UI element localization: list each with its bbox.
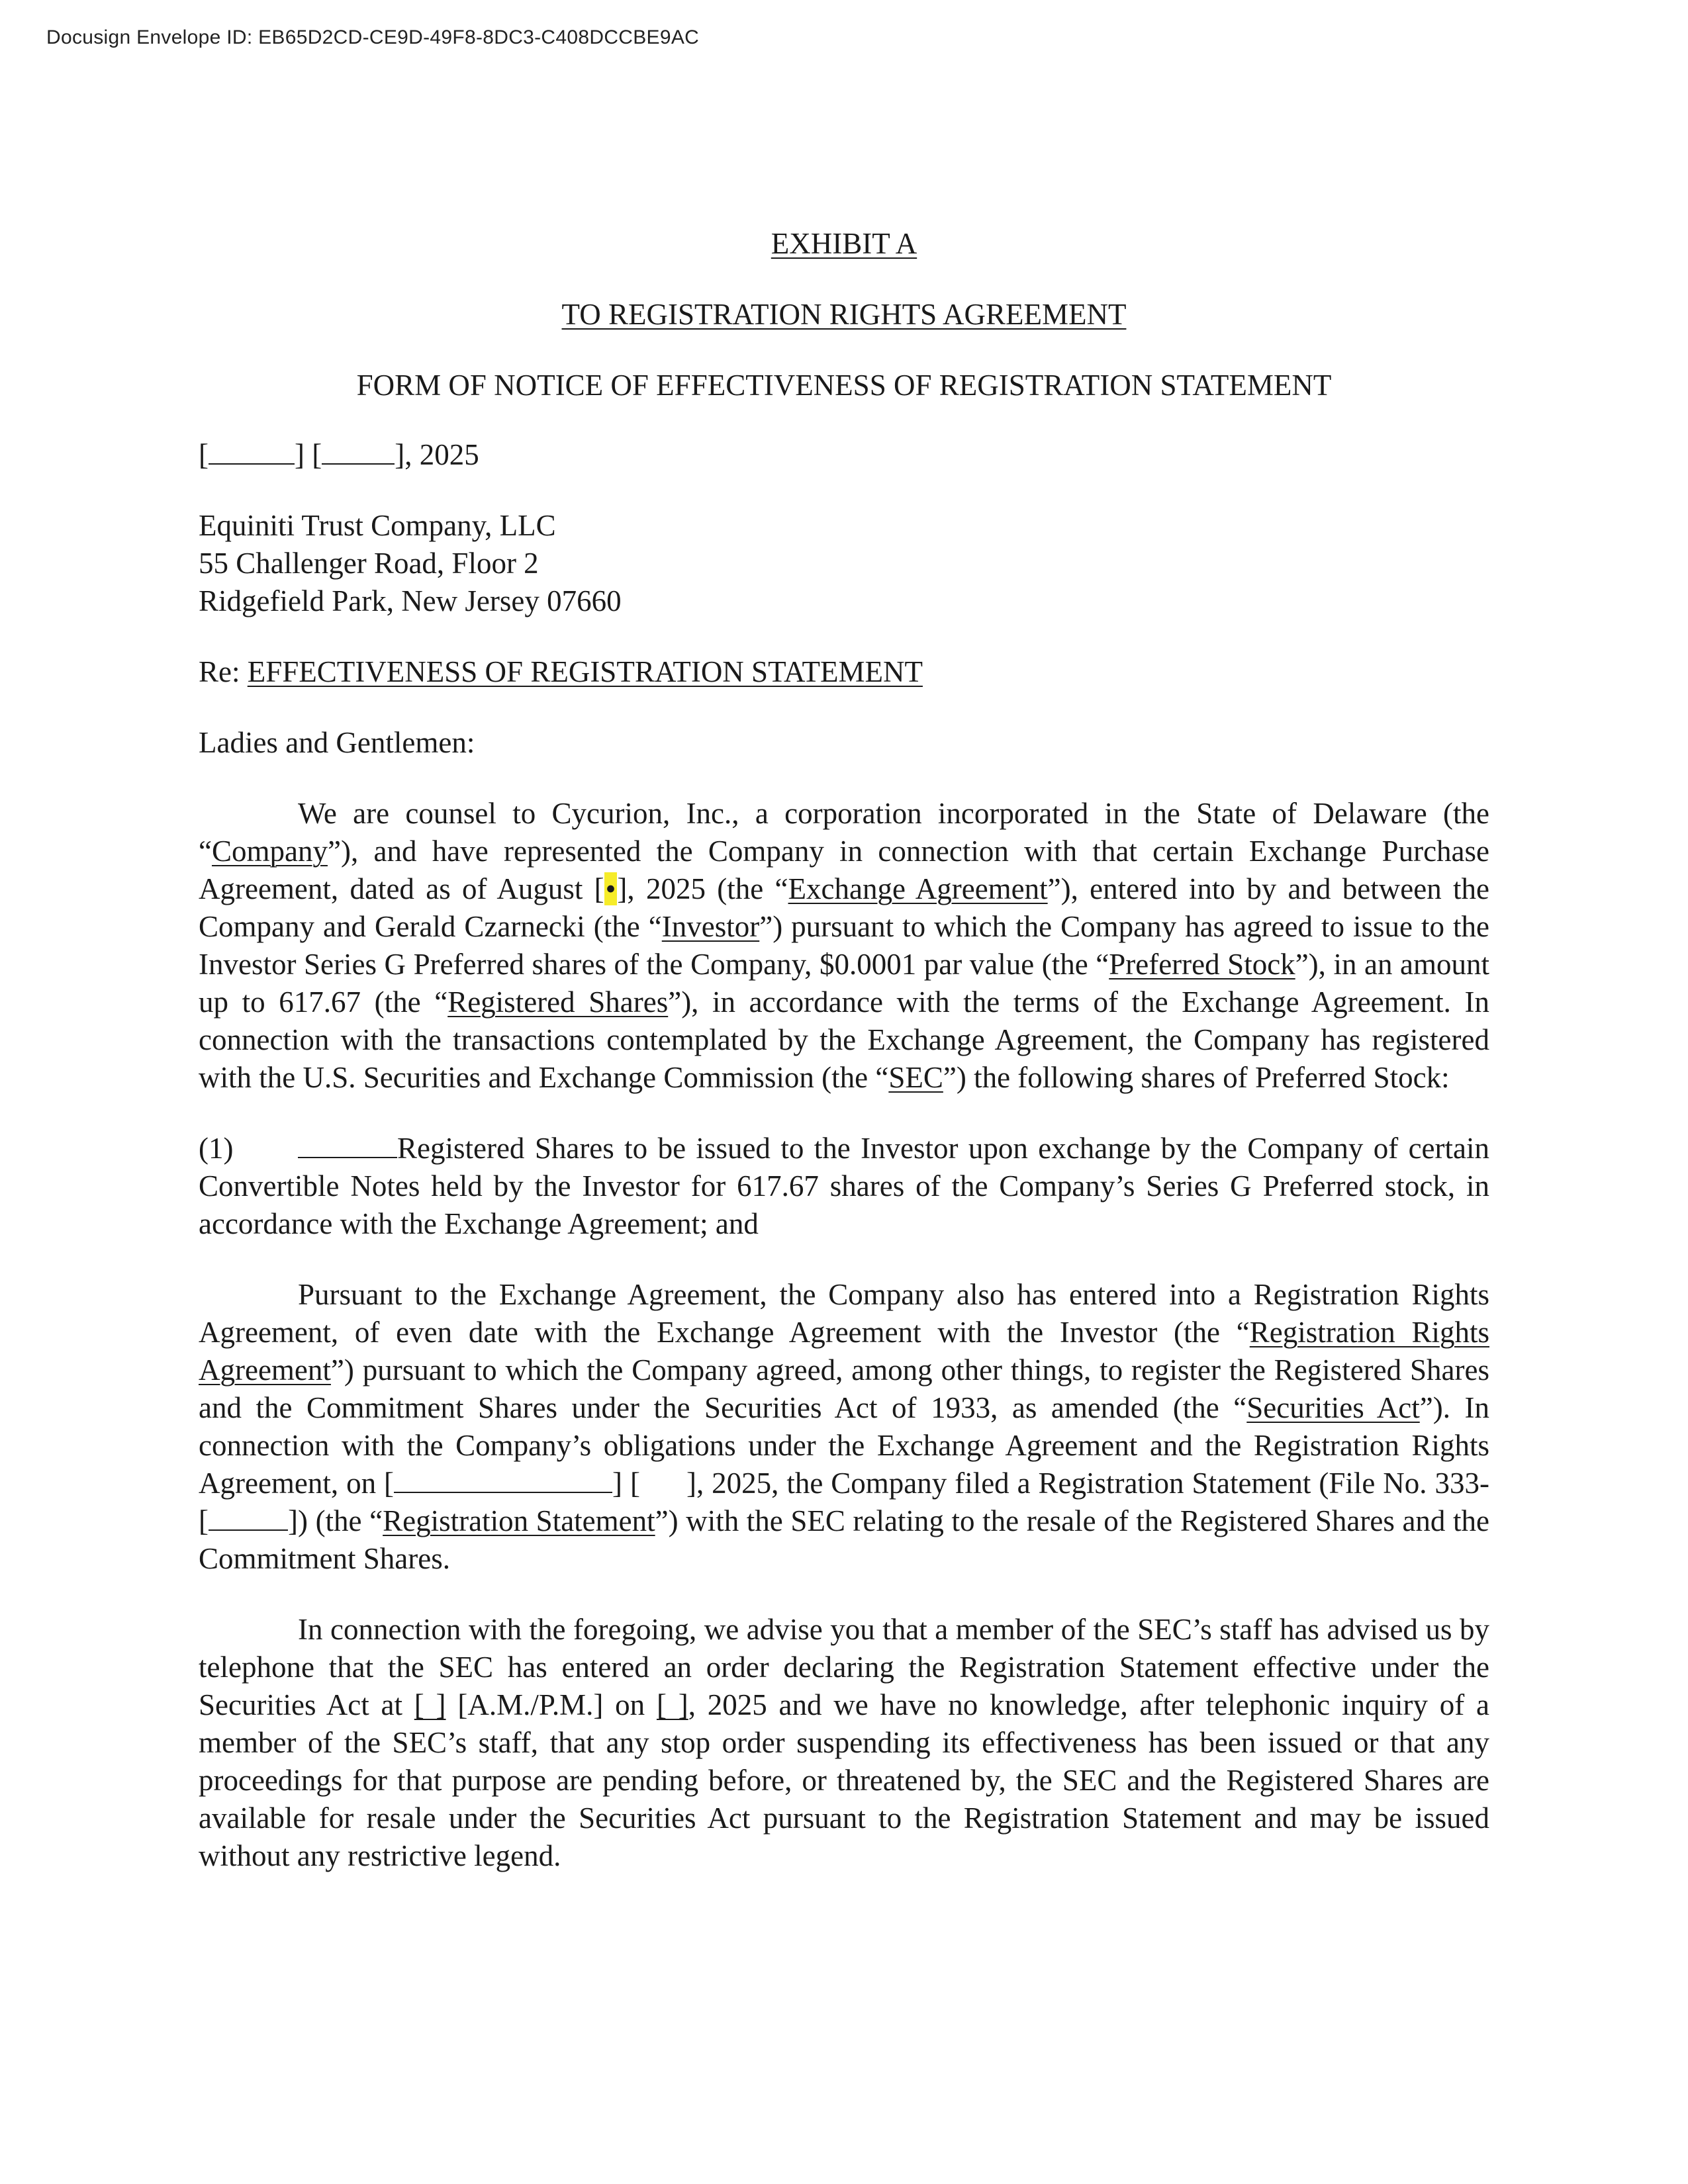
p3-text-2: [A.M./P.M.] on	[445, 1688, 657, 1721]
exhibit-heading-text: EXHIBIT A	[771, 227, 917, 260]
defined-term-registered-shares: Registered Shares	[447, 985, 669, 1019]
effective-time-blank[interactable]: [ ]	[414, 1688, 446, 1721]
salutation: Ladies and Gentlemen:	[199, 726, 475, 759]
addressee-line-1: Equiniti Trust Company, LLC	[199, 509, 556, 542]
p1-text-8: ”) the following shares of Preferred Stock:	[943, 1061, 1450, 1094]
document-page	[199, 225, 1489, 1875]
defined-term-sec: SEC	[888, 1061, 943, 1094]
p1-text-4: ”), entered into by and between the Company and Gerald Czarnecki (the “	[199, 872, 1489, 943]
defined-term-preferred-stock: Preferred Stock	[1109, 948, 1295, 981]
p1-text-3: ], 2025 (the “	[617, 872, 788, 905]
defined-term-securities-act: Securities Act	[1246, 1391, 1420, 1424]
p1-text-5: ”) pursuant to which the Company has agreed to issue to the Investor Series G Preferred shares of the Company, $0.0001 par value (the “	[199, 910, 1489, 981]
p2-text-4: ] [	[612, 1467, 640, 1500]
p2-text-5: ], 2025, the Company filed a Registration Statement (File No. 333-[	[199, 1467, 1489, 1537]
p3-text-1: In connection with the foregoing, we advise you that a member of the SEC’s staff has advised us by telephone that the SEC has entered an order declaring the Registration Statement effective under the Securities Act at	[199, 1613, 1489, 1721]
addressee-line-3: Ridgefield Park, New Jersey 07660	[199, 584, 622, 617]
item-text: Registered Shares to be issued to the Investor upon exchange by the Company of certain Convertible Notes held by the Investor for 617.67 shares of the Company’s Series G Preferred stock, in accordance with the Exchange Agreement; and	[199, 1132, 1489, 1240]
p2-text-6: ]) (the “	[288, 1504, 383, 1537]
list-item-registered-shares	[199, 1130, 1489, 1243]
highlighted-date-placeholder: •	[605, 872, 616, 905]
p2-text-7: ”) with the SEC relating to the resale of the Registered Shares and the Commitment Shares.	[199, 1504, 1490, 1575]
date-line: [ ] [ ], 2025	[199, 438, 479, 471]
re-line	[199, 653, 1489, 691]
day-blank[interactable]	[322, 437, 395, 465]
docusign-envelope-id: Docusign Envelope ID: EB65D2CD-CE9D-49F8-8DC3-C408DCCBE9AC	[46, 26, 700, 48]
p2-text-2: ”) pursuant to which the Company agreed, among other things, to register the Registered Shares and the Commitment Shares under the Securities Act of 1933, as amended (the “	[199, 1353, 1489, 1424]
p3-text-3: , 2025 and we have no knowledge, after telephonic inquiry of a member of the SEC’s staff, that any stop order suspending its effectiveness has been issued or that any proceedings for that purpose are pending before, or threatened by, the SEC and the Registered Shares are available for resale under the Securities Act pursuant to the Registration Statement and may be issued without any restrictive legend.	[199, 1688, 1489, 1872]
effective-date-blank[interactable]: [ ]	[656, 1688, 688, 1721]
p2-text-1: Pursuant to the Exchange Agreement, the Company also has entered into a Registration Rights Agreement, of even date with the Exchange Agreement with the Investor (the “	[199, 1278, 1489, 1349]
month-blank[interactable]	[209, 437, 295, 465]
file-number-blank[interactable]	[209, 1503, 288, 1531]
form-title: FORM OF NOTICE OF EFFECTIVENESS OF REGISTRATION STATEMENT	[356, 369, 1332, 402]
p1-text-1: We are counsel to Cycurion, Inc., a corporation incorporated in the State of Delaware (the “	[199, 797, 1489, 868]
defined-term-registration-statement: Registration Statement	[383, 1504, 655, 1537]
p1-text-2: ”), and have represented the Company in connection with that certain Exchange Purchase Agreement, dated as of August [	[199, 835, 1489, 905]
re-subject: EFFECTIVENESS OF REGISTRATION STATEMENT	[247, 655, 923, 688]
item-number: (1)	[199, 1132, 234, 1165]
exhibit-heading	[199, 225, 1489, 263]
addressee-line-2: 55 Challenger Road, Floor 2	[199, 547, 539, 580]
date-year: , 2025	[404, 438, 479, 471]
share-count-blank[interactable]	[298, 1130, 397, 1158]
agreement-subheading	[199, 296, 1489, 334]
p1-text-6: ”), in an amount up to 617.67 (the “	[199, 948, 1489, 1019]
paragraph-effectiveness	[199, 1611, 1489, 1875]
defined-term-exchange-agreement: Exchange Agreement	[788, 872, 1048, 905]
agreement-subheading-text: TO REGISTRATION RIGHTS AGREEMENT	[561, 298, 1127, 331]
filing-month-blank[interactable]	[394, 1465, 612, 1493]
defined-term-registration-rights-agreement: Registration Rights Agreement	[199, 1316, 1490, 1387]
defined-term-company: Company	[211, 835, 328, 868]
p2-text-3: ”). In connection with the Company’s obligations under the Exchange Agreement and the Registration Rights Agreement, on [	[199, 1391, 1489, 1500]
paragraph-registration-rights	[199, 1276, 1489, 1578]
re-prefix: Re:	[199, 655, 248, 688]
paragraph-counsel	[199, 795, 1489, 1097]
addressee-block	[199, 507, 1489, 620]
defined-term-investor: Investor	[661, 910, 760, 943]
p1-text-7: ”), in accordance with the terms of the Exchange Agreement. In connection with the transactions contemplated by the Exchange Agreement, the Company has registered with the U.S. Securities and Exchange Commission (the “	[199, 985, 1489, 1094]
